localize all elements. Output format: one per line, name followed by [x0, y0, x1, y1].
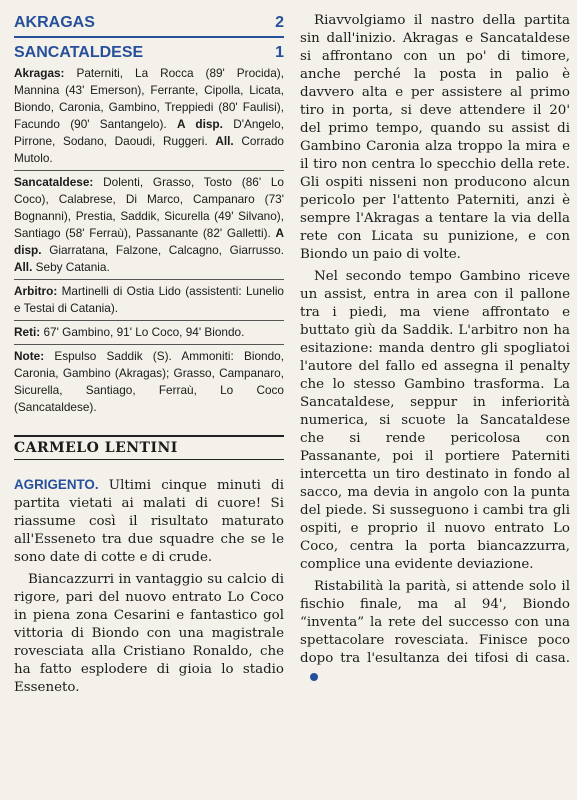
author-byline: CARMELO LENTINI	[14, 440, 178, 456]
home-score-row	[14, 12, 284, 33]
score-divider	[14, 36, 284, 38]
goals-info: Reti: 67' Gambino, 91' Lo Coco, 94' Biondo.	[14, 322, 284, 345]
article-paragraph-3: Riavvolgiamo il nastro della partita sin dall'inizio. Akragas e Sancataldese si affrontano con un po' di timore, anche perché la posta in palio è davvero alta e per assistere al primo tiro in porta, si deve attendere il 20' del primo tempo, quando su assist di Gambino Caronia alza troppo la mira e il tiro non centra lo specchio della rete. Gli ospiti nisseni non producono alcun pericolo per l'attento Paterniti, anzi è sempre l'Akragas a tentare la via della rete con Licata su punizione, e con Biondo un paio di volte.	[300, 13, 570, 262]
home-score: 2	[275, 14, 284, 31]
away-score-row	[14, 42, 284, 63]
right-column	[300, 12, 570, 690]
lineup-akragas: Akragas: Paterniti, La Rocca (89' Procida), Mannina (43' Emerson), Ferrante, Cipolla, Licata, Biondo, Caronia, Gambino, Treppiedi (80' Faulisi), Facundo (90' Santangelo). A disp. D'Angelo, Pirrone, Sodano, Daoudi, Ruggeri. All. Corrado Mutolo.	[14, 63, 284, 171]
away-score: 1	[275, 44, 284, 61]
home-team: AKRAGAS	[14, 14, 95, 31]
article-paragraph-4: Nel secondo tempo Gambino riceve un assist, entra in area con il pallone tra i piedi, ma viene affrontato e buttato giù da Saddik. L'arbitro non ha esitazione: manda dentro gli spogliatoi l'autore del fallo ed assegna il penalty che lo stesso Gambino trasforma. La Sancataldese, seppur in inferiorità numerica, si scuote la Sancataldese che si rende pericolosa con Passanante, poi il portiere Paterniti intercetta un tiro destinato in fondo al sacco, ma devia in angolo con la punta del piede. Si susseguono i cambi tra gli ospiti, e proprio il nuovo entrato Lo Coco, centra la porta biancazzurra, complice una evidente deviazione.	[300, 269, 570, 572]
article-paragraph-1: AGRIGENTO. Ultimi cinque minuti di partita vietati ai malati di cuore! Si riassume così il risultato maturato all'Esseneto tra due squadre che se le sono date di cotte e di crude.	[14, 477, 284, 565]
article-paragraph-5: Ristabilità la parità, si attende solo il fischio finale, ma al 94', Biondo “inventa” la rete del successo con una spettacolare rovesciata. Finisce poco dopo tra l'esultanza dei tifosi di casa.	[300, 578, 570, 686]
left-column	[14, 12, 284, 701]
lineup-sancataldese: Sancataldese: Dolenti, Grasso, Tosto (86' Lo Coco), Calabrese, Di Marco, Campanaro (73' Bognanni), Prestia, Saddik, Sicurella (49' Silvano), Santiago (58' Ferraù), Passanante (82' Galletti). A disp. Giarratana, Falzone, Calcagno, Giarrusso. All. Seby Catania.	[14, 172, 284, 280]
end-of-article-dot	[310, 673, 318, 681]
byline-bottom-rule	[14, 459, 284, 460]
notes-info: Note: Espulso Saddik (S). Ammoniti: Biondo, Caronia, Gambino (Akragas); Grasso, Campanaro, Sicurella, Santiago, Ferraù, Lo Coco (Sancataldese).	[14, 349, 284, 414]
referee-info: Arbitro: Martinelli di Ostia Lido (assistenti: Lunelio e Testai di Catania).	[14, 281, 284, 321]
match-sheet	[14, 63, 284, 419]
article-paragraph-2: Biancazzurri in vantaggio su calcio di rigore, pari del nuovo entrato Lo Coco in piena zona Cesarini e fantastico gol vittoria di Biondo con una magistrale rovesciata alla Cristiano Ronaldo, che ha fatto esplodere di gioia lo stadio Esseneto.	[14, 572, 284, 695]
away-team: SANCATALDESE	[14, 44, 144, 61]
byline-top-rule	[14, 435, 284, 437]
dateline: AGRIGENTO.	[14, 477, 99, 492]
article-body-left	[14, 476, 284, 697]
